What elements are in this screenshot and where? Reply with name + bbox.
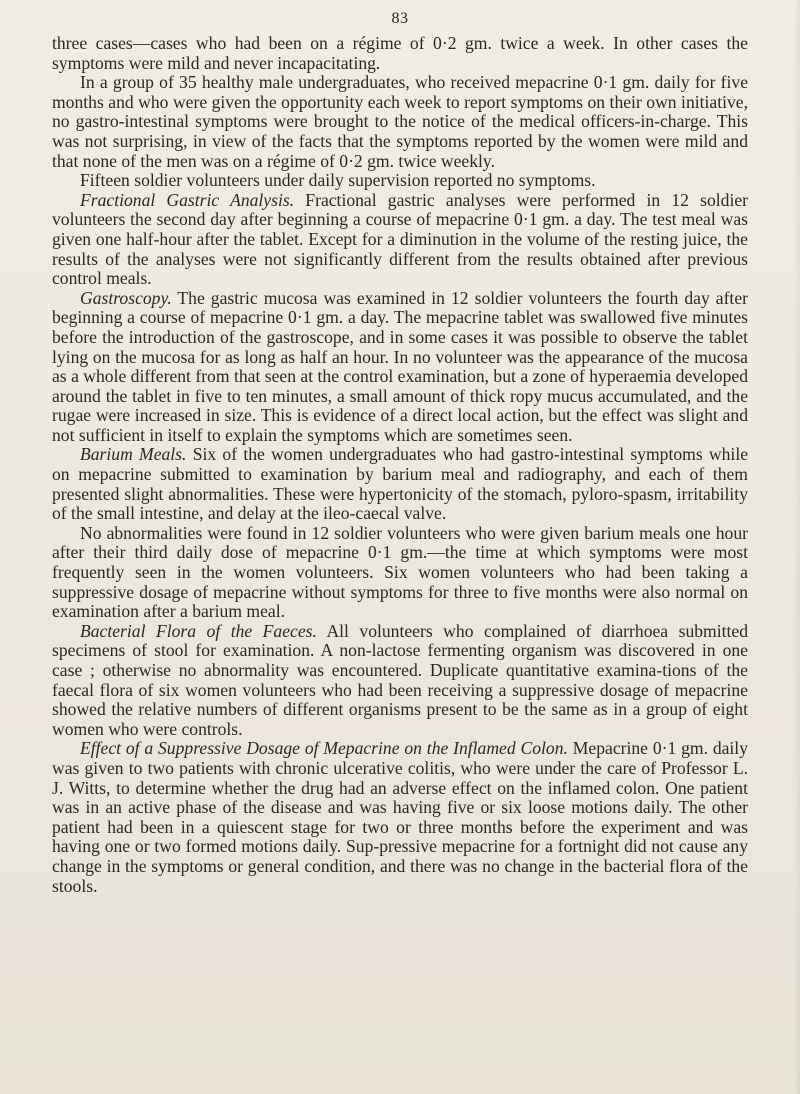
paragraph-text: Mepacrine 0·1 gm. daily was given to two patients with chronic ulcerative colitis, who were under the care of Professor L. J. Witts, to determine whether the drug had an adverse effect on the inflamed colon. One patient was in an active phase of the disease and was having five or six loose motions daily. The other patient had been in a quiescent stage for two or three months before the experiment and was having one or two formed motions daily. Sup-pressive mepacrine for a fortnight did not cause any change in the symptoms or general condition, and there was no change in the bacterial flora of the stools. bbox=[52, 738, 748, 896]
section-heading: Effect of a Suppressive Dosage of Mepacrine on the Inflamed Colon. bbox=[80, 738, 568, 759]
paragraph-inflamed-colon bbox=[52, 739, 748, 896]
paragraph-text: All volunteers who complained of diarrhoea submitted specimens of stool for examination. A non-lactose fermenting organism was discovered in one case ; otherwise no abnormality was encountered. Duplicate quantitative examina-tions of the faecal flora of six women volunteers who had been receiving a suppressive dosage of mepacrine showed the relative numbers of different organisms present to be the same as in a group of eight women who were controls. bbox=[52, 620, 748, 739]
section-heading: Bacterial Flora of the Faeces. bbox=[80, 620, 317, 641]
paragraph-text: No abnormalities were found in 12 soldier volunteers who were given barium meals one hour after their third daily dose of mepacrine 0·1 gm.—the time at which symptoms were most frequently seen in the women volunteers. Six women volunteers who had been taking a suppressive dosage of mepacrine without symptoms for three to five months were also normal on examination after a barium meal. bbox=[52, 522, 748, 622]
paragraph-text: Fractional gastric analyses were performed in 12 soldier volunteers the second day after beginning a course of mepacrine 0·1 gm. a day. The test meal was given one half-hour after the tablet. Except for a diminution in the volume of the resting juice, the results of the analyses were not significantly different from the results obtained after previous control meals. bbox=[52, 189, 748, 289]
paragraph-undergraduates bbox=[52, 73, 748, 171]
paragraph-text: The gastric mucosa was examined in 12 soldier volunteers the fourth day after beginning a course of mepacrine 0·1 gm. a day. The mepacrine tablet was swallowed five minutes before the introduction of the gastroscope, and in some cases it was possible to observe the tablet lying on the mucosa for as long as half an hour. In no volunteer was the appearance of the mucosa as a whole different from that seen at the control examination, but a zone of hyperaemia developed around the tablet in five to ten minutes, a small amount of thick ropy mucus accumulated, and the rugae were increased in size. This is evidence of a direct local action, but the effect was slight and not sufficient in itself to explain the symptoms which are sometimes seen. bbox=[52, 287, 748, 445]
paragraph-text: In a group of 35 healthy male undergraduates, who received mepacrine 0·1 gm. daily for five months and who were given the opportunity each week to report symptoms on their own initiative, no gastro-intestinal symptoms were brought to the notice of the medical officers-in-charge. This was not surprising, in view of the facts that the symptoms reported by the women were mild and that none of the men was on a régime of 0·2 gm. twice weekly. bbox=[52, 72, 748, 171]
section-heading: Gastroscopy. bbox=[80, 287, 172, 308]
paragraph-text: Six of the women undergraduates who had gastro-intestinal symptoms while on mepacrine submitted to examination by barium meal and radiography, and each of them presented slight abnormalities. These were hypertonicity of the stomach, pyloro-spasm, irritability of the small intestine, and delay at the ileo-caecal valve. bbox=[52, 444, 749, 524]
section-heading: Barium Meals. bbox=[80, 444, 187, 465]
paragraph-soldier-volunteers bbox=[52, 171, 748, 191]
paragraph-bacterial-flora bbox=[52, 622, 748, 740]
paragraph-gastroscopy bbox=[52, 289, 748, 446]
paragraph-text: three cases—cases who had been on a régime of 0·2 gm. twice a week. In other cases the symptoms were mild and never incapacitating. bbox=[52, 33, 748, 73]
paragraph-continuation bbox=[52, 34, 748, 73]
paragraph-fractional-gastric-analysis bbox=[52, 191, 748, 289]
paragraph-no-abnormalities bbox=[52, 524, 748, 622]
section-heading: Fractional Gastric Analysis. bbox=[80, 189, 295, 210]
paragraph-text: Fifteen soldier volunteers under daily supervision reported no symptoms. bbox=[80, 170, 596, 191]
paragraph-barium-meals bbox=[52, 445, 748, 523]
page-number: 83 bbox=[391, 10, 409, 27]
scan-edge-shadow bbox=[794, 0, 800, 1094]
body-text bbox=[52, 34, 748, 896]
